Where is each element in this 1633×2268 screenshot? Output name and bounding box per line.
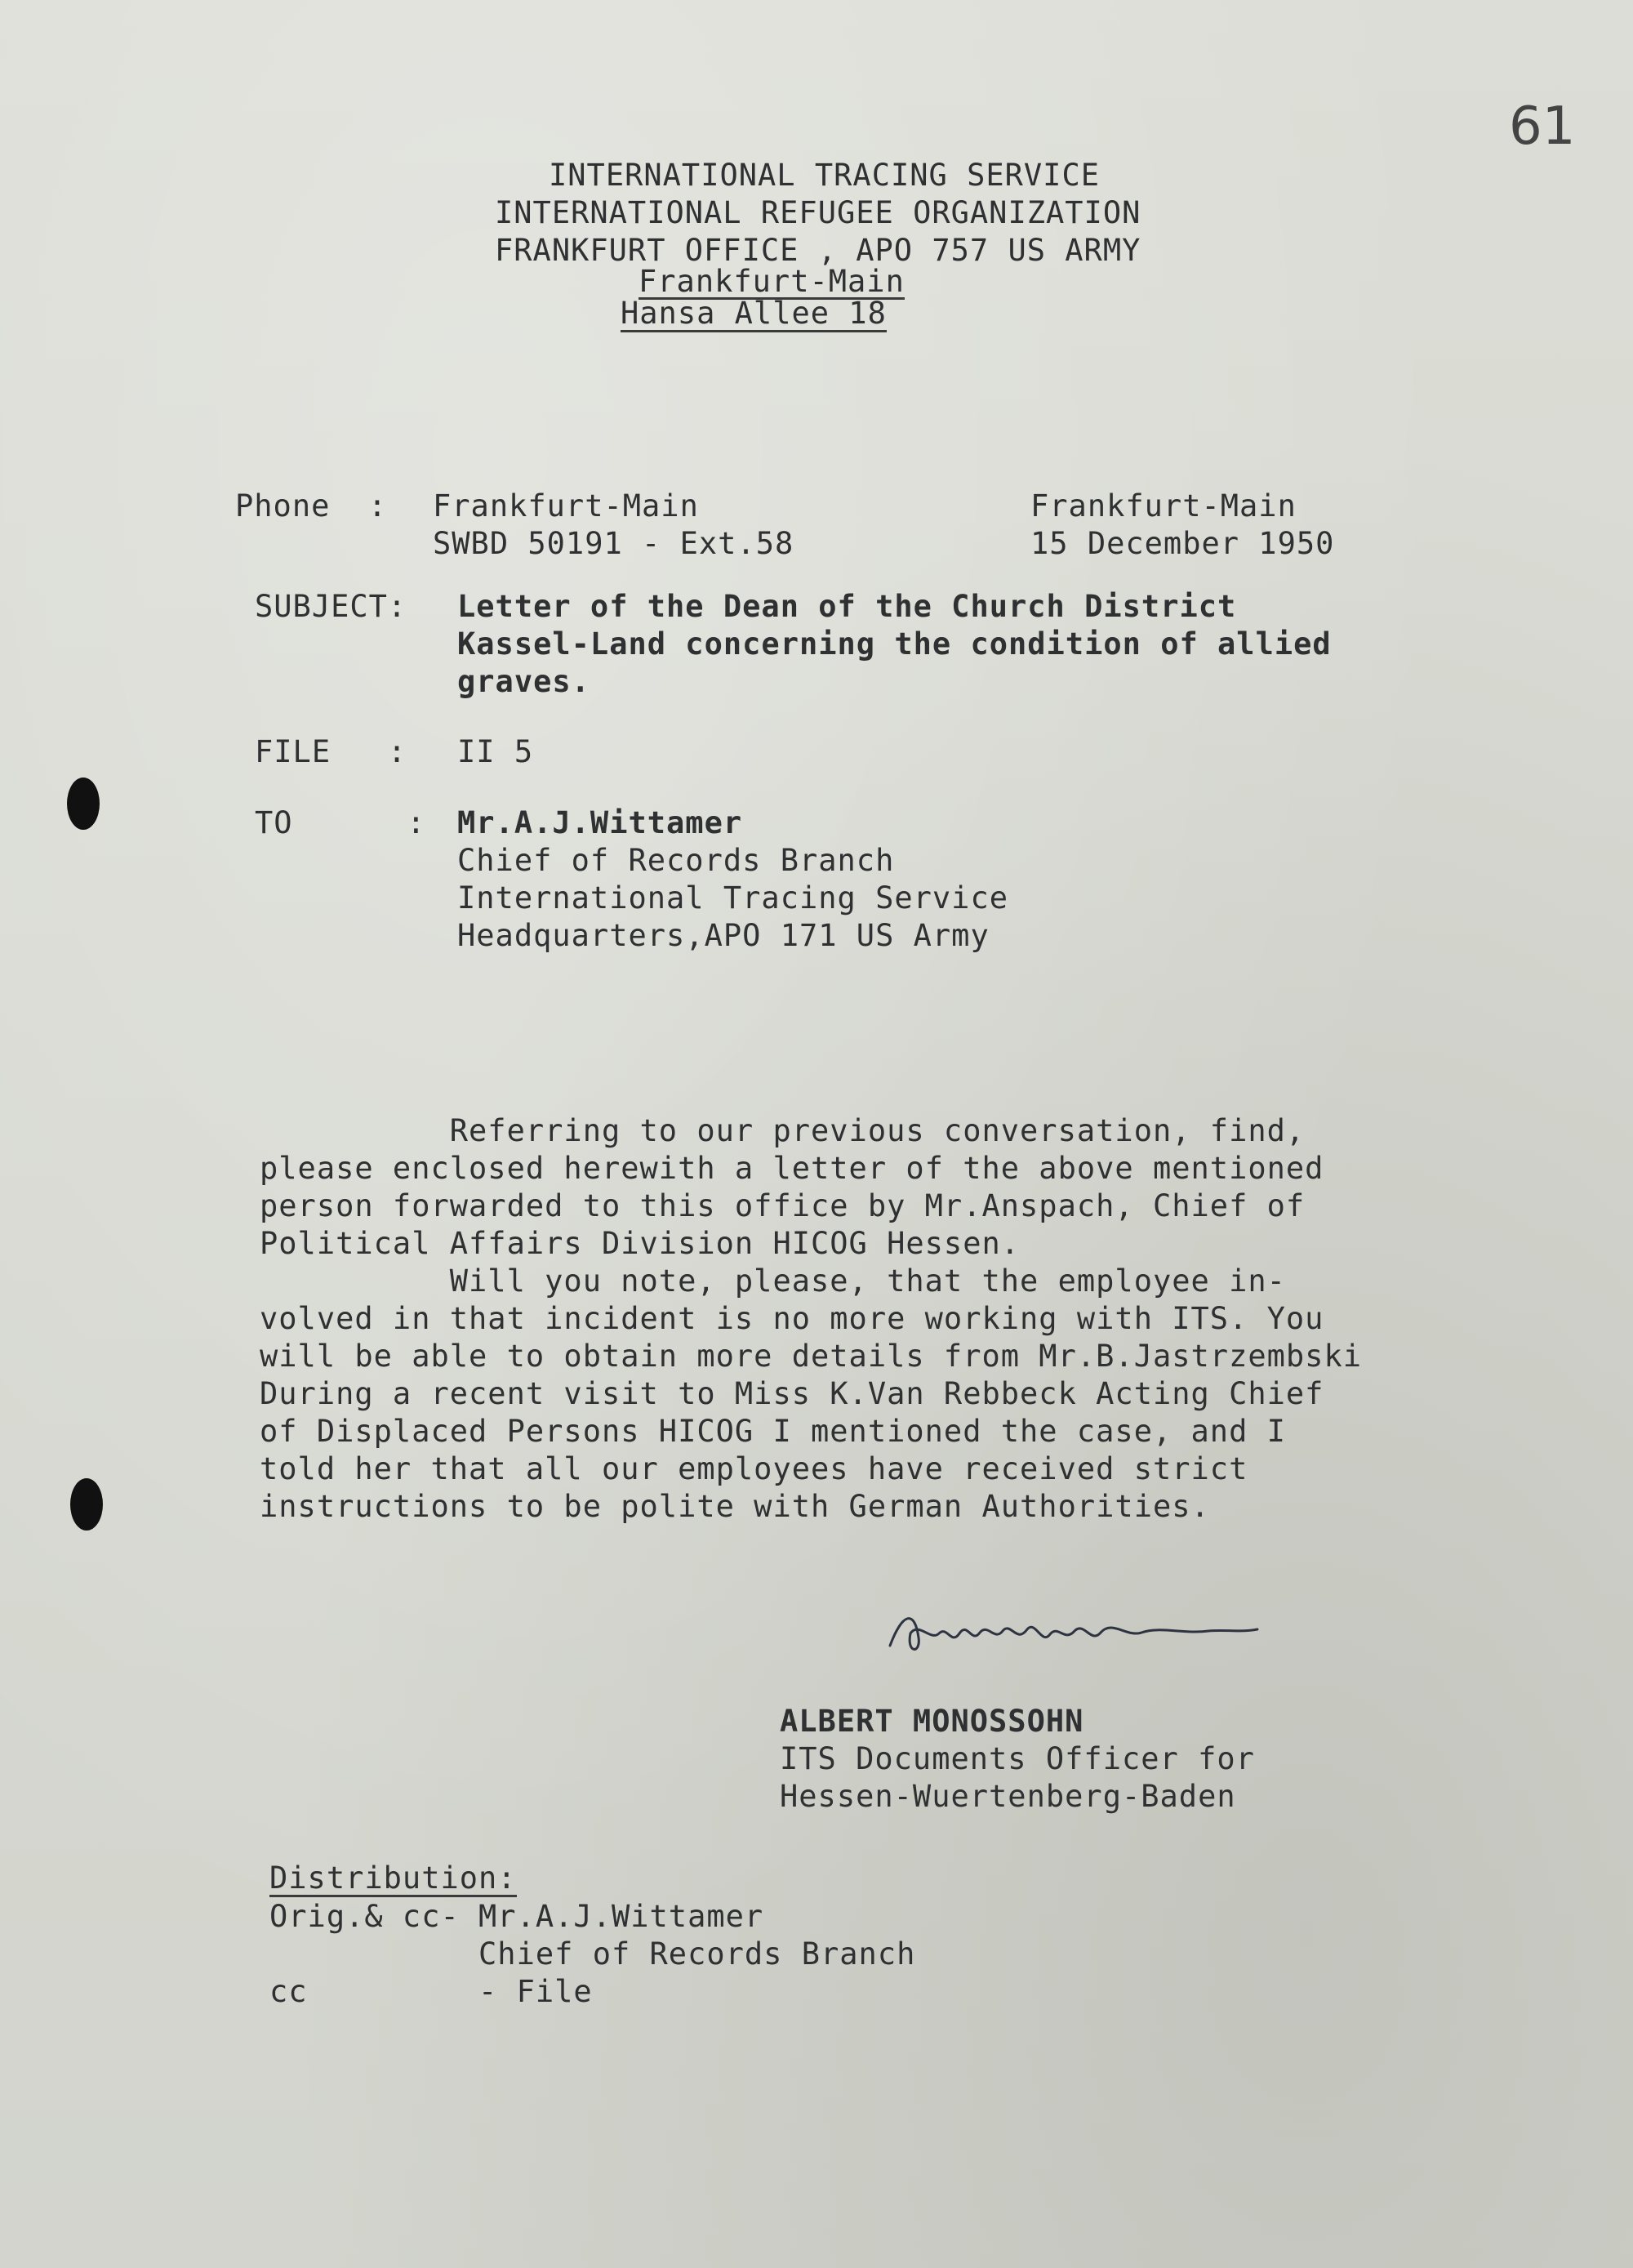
body-line-4: Political Affairs Division HICOG Hessen.: [260, 1226, 1021, 1261]
signatory-title-1: ITS Documents Officer for: [780, 1741, 1255, 1776]
body-line-8: During a recent visit to Miss K.Van Rebbeck Acting Chief: [260, 1376, 1324, 1411]
body-line-5: Will you note, please, that the employee in-: [260, 1263, 1286, 1299]
to-label: TO :: [255, 805, 426, 840]
letterhead-line-5: Hansa Allee 18: [621, 296, 887, 331]
body-line-3: person forwarded to this office by Mr.Anspach, Chief of: [260, 1188, 1306, 1223]
distribution-line-3: cc - File: [269, 1974, 593, 2009]
letterhead-line-2: INTERNATIONAL REFUGEE ORGANIZATION: [495, 195, 1141, 230]
phone-label: Phone :: [235, 488, 388, 524]
distribution-line-2: Chief of Records Branch: [269, 1936, 916, 1972]
punch-hole-bottom: [70, 1478, 103, 1531]
file-label: FILE :: [255, 734, 407, 769]
letterhead-line-4: Frankfurt-Main: [639, 264, 905, 299]
punch-hole-top: [67, 778, 100, 830]
date: 15 December 1950: [1030, 526, 1335, 561]
to-line-4: Headquarters,APO 171 US Army: [457, 918, 990, 953]
handwritten-signature: [882, 1597, 1266, 1670]
body-line-11: instructions to be polite with German Authorities.: [260, 1489, 1210, 1524]
subject-line-1: Letter of the Dean of the Church District: [457, 589, 1237, 624]
signatory-title-2: Hessen-Wuertenberg-Baden: [780, 1779, 1236, 1814]
to-line-1: Mr.A.J.Wittamer: [457, 805, 743, 840]
body-line-2: please enclosed herewith a letter of the above mentioned: [260, 1151, 1324, 1186]
file-value: II 5: [457, 734, 534, 769]
body-line-7: will be able to obtain more details from Mr.B.Jastrzembski: [260, 1339, 1363, 1374]
subject-line-3: graves.: [457, 664, 590, 699]
signatory-name: ALBERT MONOSSOHN: [780, 1704, 1084, 1739]
letterhead-line-3: FRANKFURT OFFICE , APO 757 US ARMY: [495, 233, 1141, 268]
body-line-10: told her that all our employees have received strict: [260, 1451, 1248, 1486]
body-line-6: volved in that incident is no more working with ITS. You: [260, 1301, 1324, 1336]
to-line-3: International Tracing Service: [457, 880, 1009, 916]
subject-line-2: Kassel-Land concerning the condition of allied: [457, 626, 1332, 662]
distribution-heading: Distribution:: [269, 1860, 517, 1896]
subject-label: SUBJECT:: [255, 589, 407, 624]
body-line-9: of Displaced Persons HICOG I mentioned the case, and I: [260, 1414, 1286, 1449]
body-line-1: Referring to our previous conversation, find,: [260, 1113, 1306, 1148]
page-number: 61: [1509, 96, 1576, 157]
to-line-2: Chief of Records Branch: [457, 843, 895, 878]
phone-line-2: SWBD 50191 - Ext.58: [433, 526, 794, 561]
distribution-line-1: Orig.& cc- Mr.A.J.Wittamer: [269, 1899, 764, 1934]
letterhead-line-1: INTERNATIONAL TRACING SERVICE: [549, 158, 1101, 193]
phone-line-1: Frankfurt-Main: [433, 488, 699, 524]
place: Frankfurt-Main: [1030, 488, 1297, 524]
